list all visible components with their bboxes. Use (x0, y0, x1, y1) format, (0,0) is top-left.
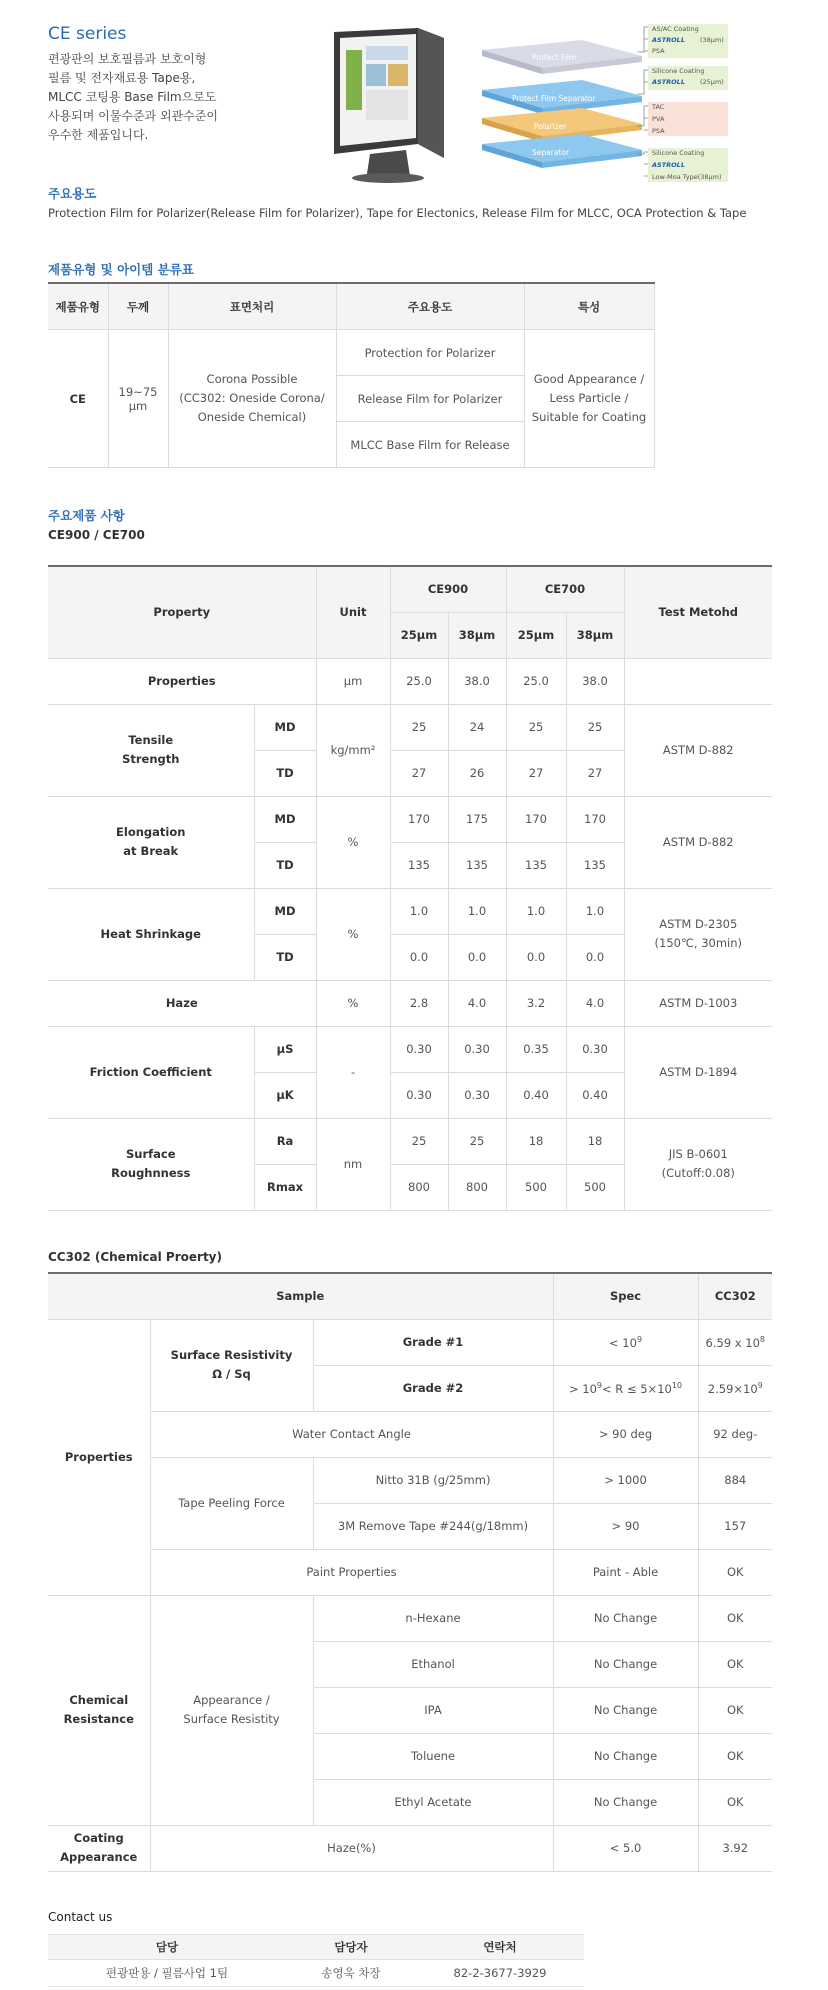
property-name: Heat Shrinkage (48, 888, 254, 980)
sub-property: Rmax (254, 1164, 316, 1210)
value-cell: OK (698, 1549, 772, 1595)
main-products-title: 주요제품 사항 (48, 508, 125, 523)
value-cell: 0.40 (566, 1072, 624, 1118)
callout-text: Silicone Coating (652, 67, 705, 75)
spec-exponent: 9 (596, 1380, 603, 1390)
value-cell: 0.30 (390, 1072, 448, 1118)
column-header: 특성 (524, 283, 654, 330)
callout-text: AS/AC Coating (652, 25, 699, 33)
test-method: ASTM D-1003 (624, 980, 772, 1026)
spec-text: < 10 (609, 1335, 637, 1350)
sample-label: Water Contact Angle (150, 1411, 553, 1457)
test-method: ASTM D-1894 (624, 1026, 772, 1118)
spec-exponent: 10 (671, 1380, 683, 1390)
callout-text: PVA (652, 115, 665, 123)
value-cell: 2.8 (390, 980, 448, 1026)
value-cell: 25 (390, 1118, 448, 1164)
value-cell: 0.30 (566, 1026, 624, 1072)
column-header: 주요용도 (336, 283, 524, 330)
value-cell: 175 (448, 796, 506, 842)
value-cell: 1.0 (506, 888, 566, 934)
value-cell: 135 (448, 842, 506, 888)
table-row (48, 980, 772, 1026)
value-cell: 27 (390, 750, 448, 796)
value-cell: 500 (566, 1164, 624, 1210)
value-cell: 25.0 (506, 658, 566, 704)
value-cell: 25 (566, 704, 624, 750)
test-method-header: Test Metohd (624, 566, 772, 658)
spec-text: > 10 (568, 1381, 597, 1396)
solvent-name: n-Hexane (313, 1595, 553, 1641)
properties-table (48, 565, 772, 1211)
value-cell: 24 (448, 704, 506, 750)
classification-table (48, 282, 655, 468)
feature-line: Less Particle / (549, 391, 629, 405)
surface-resistivity (150, 1319, 313, 1411)
value-cell: 0.40 (506, 1072, 566, 1118)
thickness-header: 25μm (390, 612, 448, 658)
sample-label: Paint Properties (150, 1549, 553, 1595)
contact-header: 담당자 (286, 1935, 416, 1960)
value-cell: 26 (448, 750, 506, 796)
intro-text (48, 50, 258, 145)
property-name (48, 1118, 254, 1210)
value-exponent: 9 (757, 1380, 763, 1390)
contact-department: 편광판용 / 필름사업 1팀 (48, 1960, 286, 1987)
series-title: CE series (48, 24, 127, 44)
table-row (48, 704, 772, 750)
column-header: 표면처리 (168, 283, 336, 330)
test-method (624, 1118, 772, 1210)
callout-text: TAC (652, 103, 665, 111)
coating-appearance-line: Appearance (60, 1850, 138, 1864)
thickness: 19~75 μm (108, 330, 168, 468)
solvent-name: Ethanol (313, 1641, 553, 1687)
classification-title: 제품유형 및 아이템 분류표 (48, 262, 194, 277)
appearance-line: Appearance / (193, 1693, 270, 1707)
unit-cell: % (316, 888, 390, 980)
unit-cell: % (316, 980, 390, 1026)
value-cell: 0.30 (448, 1026, 506, 1072)
value-cell: 25 (390, 704, 448, 750)
spec-cell (553, 1365, 698, 1411)
value-cell: 25.0 (390, 658, 448, 704)
thickness-header: 38μm (566, 612, 624, 658)
spec-cell: > 1000 (553, 1457, 698, 1503)
property-name: Properties (48, 658, 316, 704)
features (524, 330, 654, 468)
value-cell: 18 (506, 1118, 566, 1164)
value-cell: 0.0 (566, 934, 624, 980)
table-row (48, 888, 772, 934)
grade-label: Grade #2 (313, 1365, 553, 1411)
chemical-resistance-line: Chemical (69, 1693, 129, 1707)
surface-line: (CC302: Oneside Corona/ (179, 391, 325, 405)
value-cell: OK (698, 1779, 772, 1825)
chemical-resistance-line: Resistance (63, 1712, 134, 1726)
value-cell: 800 (390, 1164, 448, 1210)
property-name-line: at Break (123, 844, 179, 858)
sample-label: Haze(%) (150, 1825, 553, 1871)
value-cell: 25 (506, 704, 566, 750)
surface-resistivity-line: Surface Resistivity (170, 1348, 293, 1362)
value-cell: OK (698, 1733, 772, 1779)
contact-phone: 82-2-3677-3929 (416, 1960, 584, 1987)
unit-header: Unit (316, 566, 390, 658)
property-name (48, 704, 254, 796)
coating-appearance-group (48, 1825, 150, 1871)
property-name-line: Surface (125, 1147, 176, 1161)
intro-line: MLCC 코팅용 Base Film으로도 (48, 90, 217, 104)
value-cell: 3.2 (506, 980, 566, 1026)
value-cell: 27 (506, 750, 566, 796)
value-cell: OK (698, 1641, 772, 1687)
value-cell: 170 (506, 796, 566, 842)
table-row (48, 1960, 584, 1987)
chemical-resistance-group (48, 1595, 150, 1825)
sub-property: Ra (254, 1118, 316, 1164)
value-cell: 884 (698, 1457, 772, 1503)
feature-line: Good Appearance / (533, 372, 645, 386)
callout-text: PSA (652, 47, 665, 55)
table-row (48, 658, 772, 704)
test-method (624, 888, 772, 980)
table-row (48, 1549, 772, 1595)
value-cell: 135 (506, 842, 566, 888)
layer-label: Separator (532, 148, 570, 157)
solvent-name: Toluene (313, 1733, 553, 1779)
property-name: Friction Coefficient (48, 1026, 254, 1118)
surface-resistivity-line: Ω / Sq (212, 1367, 251, 1381)
value-cell: 18 (566, 1118, 624, 1164)
value-cell: OK (698, 1687, 772, 1733)
value-cell (698, 1365, 772, 1411)
intro-line: 편광판의 보호필름과 보호이형 (48, 52, 207, 66)
value-cell: 0.0 (390, 934, 448, 980)
spec-cell: No Change (553, 1733, 698, 1779)
test-method (624, 658, 772, 704)
value-cell: 1.0 (448, 888, 506, 934)
value-cell: 157 (698, 1503, 772, 1549)
value-cell: 0.35 (506, 1026, 566, 1072)
property-header: Property (48, 566, 316, 658)
spec-exponent: 9 (636, 1334, 643, 1344)
spec-text: < R ≤ 5×10 (602, 1381, 672, 1396)
surface-line: Oneside Chemical) (197, 410, 307, 424)
product-type: CE (48, 330, 108, 468)
sample-header: Sample (48, 1273, 553, 1319)
value-cell: 170 (390, 796, 448, 842)
value-exponent: 8 (759, 1334, 765, 1344)
value-cell: 0.30 (390, 1026, 448, 1072)
solvent-name: IPA (313, 1687, 553, 1733)
table-row (48, 1825, 772, 1871)
grade-label: Grade #1 (313, 1319, 553, 1365)
column-header: 제품유형 (48, 283, 108, 330)
unit-cell: μm (316, 658, 390, 704)
test-method-line: ASTM D-2305 (659, 917, 738, 931)
value-text: 6.59 x 10 (705, 1335, 760, 1350)
value-cell: 25 (448, 1118, 506, 1164)
value-cell: 38.0 (448, 658, 506, 704)
layer-label: Protect Film (532, 53, 577, 62)
sub-property: MD (254, 796, 316, 842)
property-name: Haze (48, 980, 316, 1026)
contact-person: 송영욱 차장 (286, 1960, 416, 1987)
sub-property: MD (254, 888, 316, 934)
sub-property: TD (254, 750, 316, 796)
value-cell: 27 (566, 750, 624, 796)
main-use: Release Film for Polarizer (336, 376, 524, 422)
callout-text: PSA (652, 127, 665, 135)
ce900-header: CE900 (390, 566, 506, 612)
sample-label: Nitto 31B (g/25mm) (313, 1457, 553, 1503)
sub-property: μS (254, 1026, 316, 1072)
value-cell: 170 (566, 796, 624, 842)
value-cell: 135 (390, 842, 448, 888)
value-cell: 3.92 (698, 1825, 772, 1871)
table-row (48, 1118, 772, 1164)
feature-line: Suitable for Coating (531, 410, 647, 424)
table-row (48, 1595, 772, 1641)
sub-property: μK (254, 1072, 316, 1118)
spec-header: Spec (553, 1273, 698, 1319)
usage-title: 주요용도 (48, 186, 97, 201)
table-row (48, 1457, 772, 1503)
value-cell: 0.0 (448, 934, 506, 980)
callout-text: ASTROLL (652, 36, 685, 44)
property-name-line: Tensile (128, 733, 174, 747)
value-cell: 92 deg- (698, 1411, 772, 1457)
appearance-line: Surface Resistity (183, 1712, 280, 1726)
surface-treatment (168, 330, 336, 468)
callout-text: (38μm) (700, 36, 724, 44)
test-method: ASTM D-882 (624, 796, 772, 888)
intro-line: 사용되며 이물수준과 외관수준이 (48, 109, 218, 123)
monitor-illustration (326, 26, 444, 184)
callout-text: ASTROLL (652, 78, 685, 86)
solvent-name: Ethyl Acetate (313, 1779, 553, 1825)
callout-text: Silicone Coating (652, 149, 705, 157)
unit-cell: - (316, 1026, 390, 1118)
layer-label: Polarizer (534, 122, 567, 131)
callout-text: ASTROLL (652, 161, 685, 169)
table-row (48, 1411, 772, 1457)
spec-cell: < 5.0 (553, 1825, 698, 1871)
sub-property: MD (254, 704, 316, 750)
spec-cell: No Change (553, 1595, 698, 1641)
table-row (48, 1319, 772, 1365)
spec-cell: Paint - Able (553, 1549, 698, 1595)
contact-table (48, 1934, 584, 1987)
value-cell: 1.0 (566, 888, 624, 934)
appearance-label (150, 1595, 313, 1825)
table-row (48, 796, 772, 842)
contact-header: 연락처 (416, 1935, 584, 1960)
value-cell: 1.0 (390, 888, 448, 934)
value-cell: 38.0 (566, 658, 624, 704)
property-name-line: Elongation (116, 825, 186, 839)
spec-cell: No Change (553, 1779, 698, 1825)
property-name (48, 796, 254, 888)
table-row (48, 1026, 772, 1072)
test-method: ASTM D-882 (624, 704, 772, 796)
value-cell: 800 (448, 1164, 506, 1210)
thickness-header: 38μm (448, 612, 506, 658)
callout-text: (25μm) (700, 78, 724, 86)
unit-cell: nm (316, 1118, 390, 1210)
spec-cell: No Change (553, 1641, 698, 1687)
sub-property: TD (254, 842, 316, 888)
coating-appearance-line: Coating (73, 1831, 124, 1845)
cc302-table (48, 1272, 772, 1872)
spec-cell: > 90 (553, 1503, 698, 1549)
value-cell: 0.0 (506, 934, 566, 980)
main-use: Protection for Polarizer (336, 330, 524, 376)
sub-property: TD (254, 934, 316, 980)
value-cell: 135 (566, 842, 624, 888)
value-cell: 500 (506, 1164, 566, 1210)
spec-cell: No Change (553, 1687, 698, 1733)
sample-label: 3M Remove Tape #244(g/18mm) (313, 1503, 553, 1549)
intro-line: 우수한 제품입니다. (48, 128, 149, 142)
main-products-subtitle: CE900 / CE700 (48, 528, 145, 542)
peeling-force-label: Tape Peeling Force (150, 1457, 313, 1549)
test-method-line: (Cutoff:0.08) (661, 1166, 735, 1180)
callout-text: Low-Moa Type(38μm) (652, 173, 722, 181)
usage-text: Protection Film for Polarizer(Release Film for Polarizer), Tape for Electonics, Release Film for MLCC, OCA Protection & Tape (48, 206, 747, 220)
ce700-header: CE700 (506, 566, 624, 612)
layer-label: Protect Film Separator (512, 94, 596, 103)
main-use: MLCC Base Film for Release (336, 422, 524, 468)
contact-title: Contact us (48, 1910, 113, 1924)
property-name-line: Strength (122, 752, 180, 766)
film-layers-diagram (472, 22, 732, 192)
value-text: 2.59×10 (707, 1381, 758, 1396)
value-cell (698, 1319, 772, 1365)
intro-line: 필름 및 전자재료용 Tape용, (48, 71, 196, 85)
thickness-header: 25μm (506, 612, 566, 658)
property-name-line: Roughnness (111, 1166, 191, 1180)
value-cell: OK (698, 1595, 772, 1641)
column-header: 두께 (108, 283, 168, 330)
value-cell: 0.30 (448, 1072, 506, 1118)
unit-cell: % (316, 796, 390, 888)
test-method-line: (150℃, 30min) (654, 936, 742, 950)
spec-cell: > 90 deg (553, 1411, 698, 1457)
surface-line: Corona Possible (206, 372, 298, 386)
cc302-header: CC302 (698, 1273, 772, 1319)
value-cell: 4.0 (566, 980, 624, 1026)
value-cell: 4.0 (448, 980, 506, 1026)
test-method-line: JIS B-0601 (668, 1147, 728, 1161)
unit-cell: kg/mm² (316, 704, 390, 796)
cc302-title: CC302 (Chemical Proerty) (48, 1250, 222, 1264)
properties-group: Properties (48, 1319, 150, 1595)
spec-cell (553, 1319, 698, 1365)
contact-header: 담당 (48, 1935, 286, 1960)
